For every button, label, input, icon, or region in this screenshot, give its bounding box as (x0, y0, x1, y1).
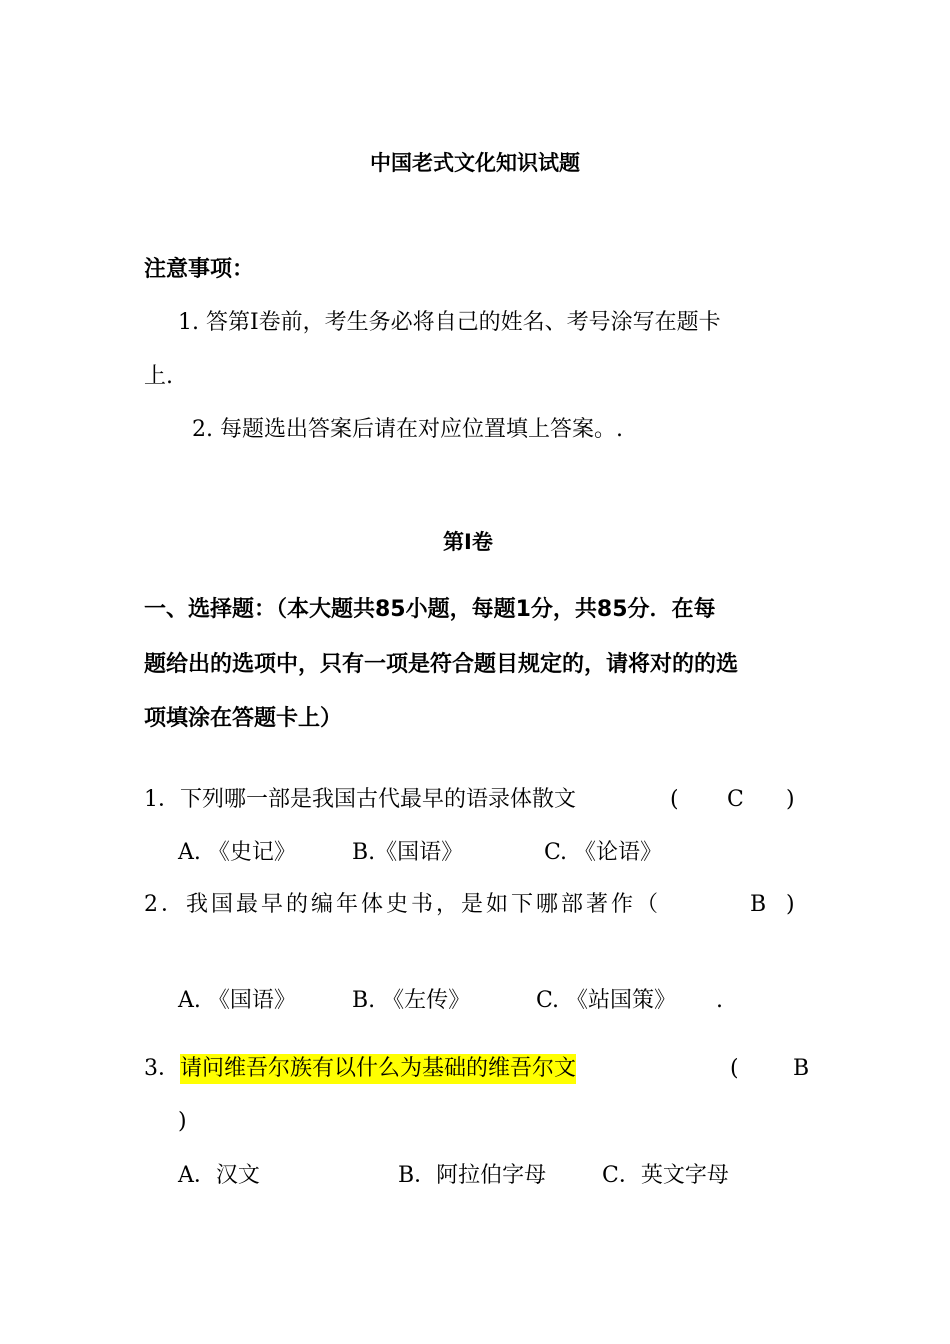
question-3-bracket-close: ) (178, 1109, 187, 1134)
question-2-answer: B (750, 892, 767, 917)
notice-heading: 注意事项： (144, 257, 255, 282)
question-3-bracket-open: ( (730, 1056, 739, 1081)
section-instruction-line-3: 项填涂在答题卡上） (144, 706, 343, 731)
question-3-option-c: C．英文字母 (602, 1163, 729, 1188)
question-1-option-b: B.《国语》 (352, 840, 464, 865)
question-1-bracket-open: ( (670, 787, 679, 812)
question-2-option-a: A. 《国语》 (178, 988, 296, 1013)
notice-item-1-continued: 上. (144, 364, 173, 389)
question-1-option-a: A. 《史记》 (178, 840, 296, 865)
volume-heading: 第Ⅰ卷 (443, 530, 493, 554)
section-instruction-line-2: 题给出的选项中，只有一项是符合题目规定的，请将对的的选 (144, 652, 739, 677)
question-3-option-a: A．汉文 (178, 1163, 260, 1188)
question-2-bracket-close: ) (786, 892, 795, 917)
question-3-number: 3． (144, 1056, 180, 1081)
question-1-option-c: C. 《论语》 (544, 840, 663, 865)
question-1-bracket-close: ) (786, 787, 795, 812)
notice-item-1: 1. 答第Ⅰ卷前，考生务必将自己的姓名、考号涂写在题卡 (178, 310, 721, 335)
section-instruction-line-1: 一、选择题：（本大题共85小题，每题1分，共85分．在每 (144, 597, 716, 622)
question-3-stem-highlighted: 请问维吾尔族有以什么为基础的维吾尔文 (180, 1054, 576, 1084)
document-title: 中国老式文化知识试题 (370, 151, 580, 175)
question-1-stem: 1．下列哪一部是我国古代最早的语录体散文 (144, 787, 576, 812)
question-2-option-c: C. 《站国策》 (536, 988, 677, 1013)
question-2-trailing-mark: . (716, 988, 723, 1013)
question-2-stem: 2．我国最早的编年体史书，是如下哪部著作（ (144, 892, 661, 917)
question-3-option-b: B．阿拉伯字母 (398, 1163, 547, 1188)
question-1-answer: C (727, 787, 744, 812)
question-2-option-b: B. 《左传》 (352, 988, 471, 1013)
notice-item-2: 2. 每题选出答案后请在对应位置填上答案。. (192, 417, 623, 442)
question-3-answer: B (793, 1056, 810, 1081)
